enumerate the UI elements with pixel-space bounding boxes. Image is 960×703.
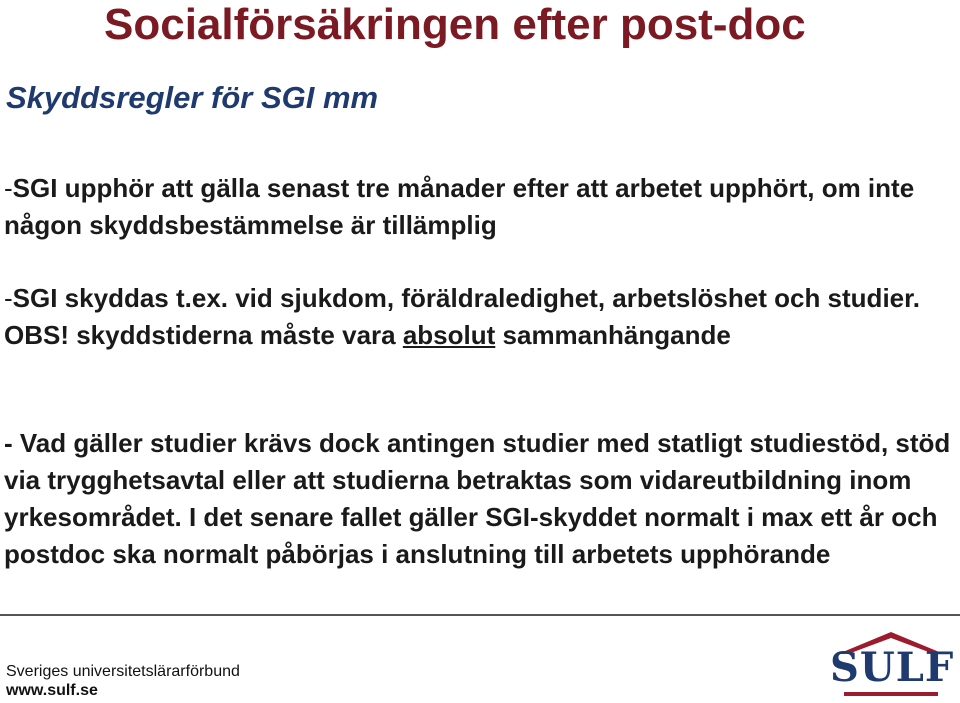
underlined-word: absolut — [402, 320, 496, 350]
paragraph-studies: - Vad gäller studier krävs dock antingen studier med statligt studiestöd, stöd via trygghetsavtal eller att studierna betraktas som vidareutbildning inom yrkesområdet. I det senare fallet gäller SGI-skyddet normalt i max ett år och postdoc ska normalt påbörjas i anslutning till arbetets upphörande — [4, 428, 951, 569]
bullet-dash: - — [4, 283, 13, 313]
bullet-dash: - — [4, 173, 13, 203]
sulf-logo — [830, 628, 955, 700]
logo-text: SULF — [830, 644, 955, 691]
footer-url[interactable]: www.sulf.se — [6, 682, 98, 699]
paragraph-text-end: sammanhängande — [495, 320, 731, 350]
paragraph-text: SGI upphör att gälla senast tre månader efter att arbetet upphört, om inte någon skyddsbestämmelse är tillämplig — [4, 173, 915, 240]
slide-title: Socialförsäkringen efter post-doc — [104, 0, 806, 49]
paragraph-sgi-protection — [4, 280, 954, 354]
footer-organization: Sveriges universitetslärarförbund — [6, 663, 240, 680]
paragraph-sgi-expiry — [4, 170, 954, 244]
slide-subtitle: Skyddsregler för SGI mm — [6, 80, 379, 115]
footer-divider — [0, 614, 960, 616]
paragraph-text: SGI skyddas t.ex. vid sjukdom, föräldraledighet, arbetslöshet och studier. OBS! skyddstiderna måste vara — [4, 283, 921, 350]
